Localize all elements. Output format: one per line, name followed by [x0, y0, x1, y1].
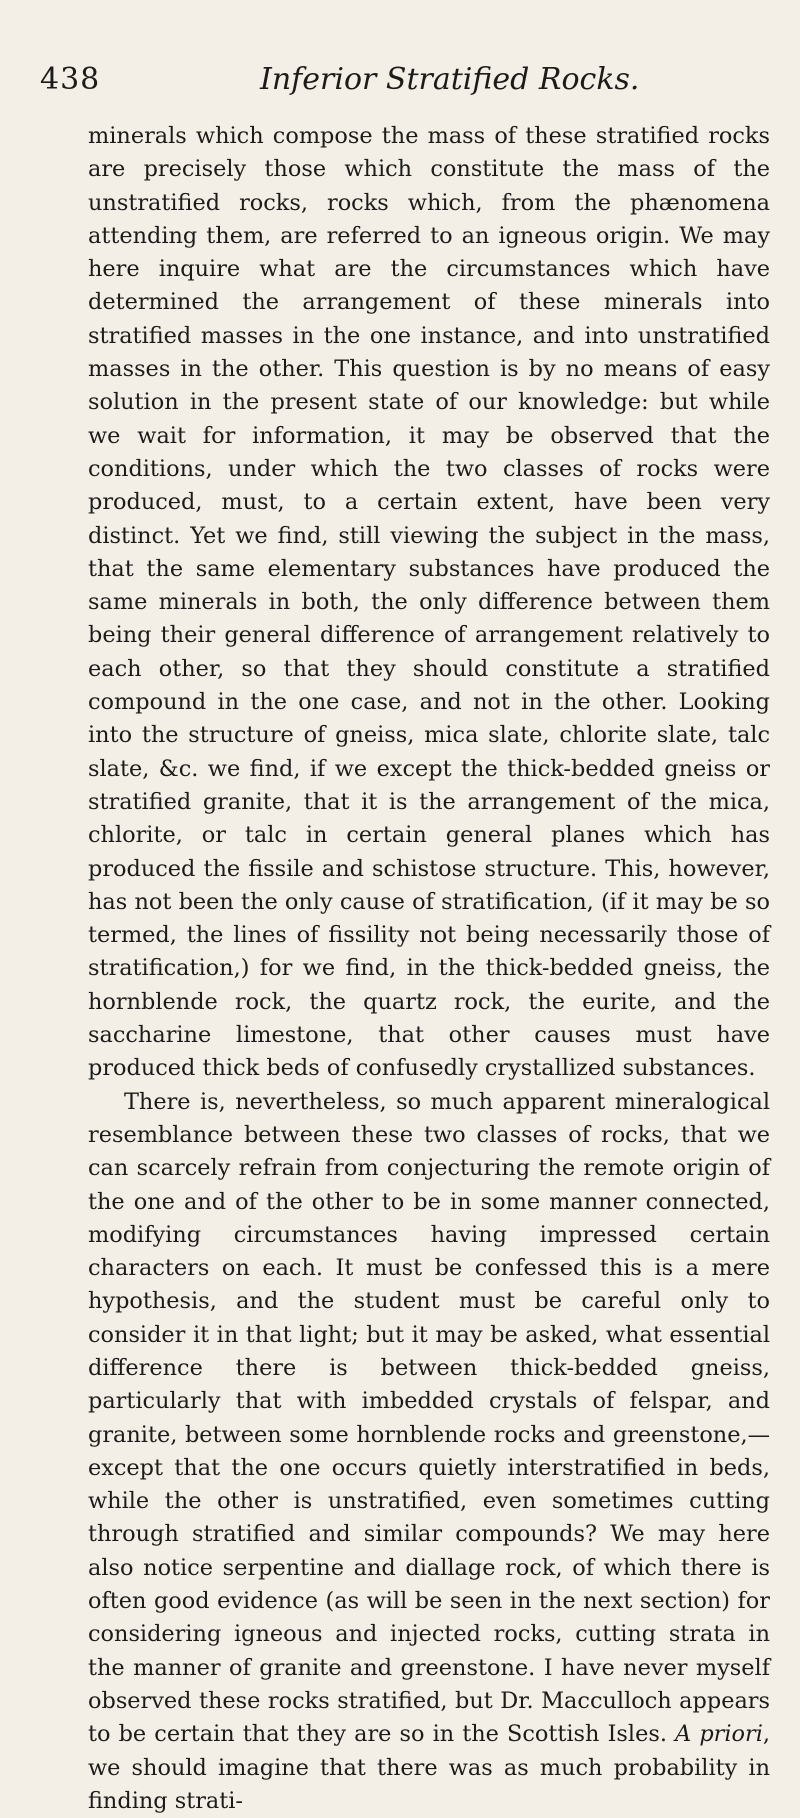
paragraph-2	[88, 1086, 770, 1818]
italic-phrase: A priori	[675, 1721, 763, 1748]
paragraph-2-text: There is, nevertheless, so much apparent mineralogical resemblance between these two classes of rocks, that we can scarcely refrain from conjecturing the remote origin of the one and of the other to be in some manner connected, modifying circumstances having impressed certain characters on each. It must be confessed this is a mere hypothesis, and the student must be careful only to consider it in that light; but it may be asked, what essential difference there is between thick-bedded gneiss, particularly that with imbedded crystals of felspar, and granite, between some hornblende rocks and greenstone,—except that the one occurs quietly interstratified in beds, while the other is unstratified, even sometimes cutting through stratified and similar compounds? We may here also notice serpentine and diallage rock, of which there is often good evidence (as will be seen in the next section) for considering igneous and injected rocks, cutting strata in the manner of granite and greenstone. I have never myself observed these rocks stratified, but Dr. Macculloch appears to be certain that they are so in the Scottish Isles.	[88, 1088, 770, 1748]
running-title: Inferior Stratified Rocks.	[260, 62, 640, 97]
paragraph-2-continuation: , we should imagine that there was as much probability in finding strati-	[88, 1721, 770, 1814]
paragraph-1: minerals which compose the mass of these stratified rocks are precisely those which constitute the mass of the unstratified rocks, rocks which, from the phænomena attending them, are referred to an igneous origin. We may here inquire what are the circumstances which have determined the arrangement of these minerals into stratified masses in the one instance, and into unstratified masses in the other. This question is by no means of easy solution in the present state of our knowledge: but while we wait for information, it may be observed that the conditions, under which the two classes of rocks were produced, must, to a certain extent, have been very distinct. Yet we find, still viewing the subject in the mass, that the same elementary substances have produced the same minerals in both, the only difference between them being their general difference of arrangement relatively to each other, so that they should constitute a stratified compound in the one case, and not in the other. Looking into the structure of gneiss, mica slate, chlorite slate, talc slate, &c. we find, if we except the thick-bedded gneiss or stratified granite, that it is the arrangement of the mica, chlorite, or talc in certain general planes which has produced the fissile and schistose structure. This, however, has not been the only cause of stratification, (if it may be so termed, the lines of fissility not being necessarily those of stratification,) for we find, in the thick-bedded gneiss, the hornblende rock, the quartz rock, the eurite, and the saccharine limestone, that other causes must have produced thick beds of confusedly crystallized substances.	[88, 123, 770, 1082]
running-head	[40, 62, 770, 102]
body-text	[88, 120, 770, 1818]
page-number: 438	[40, 62, 101, 97]
